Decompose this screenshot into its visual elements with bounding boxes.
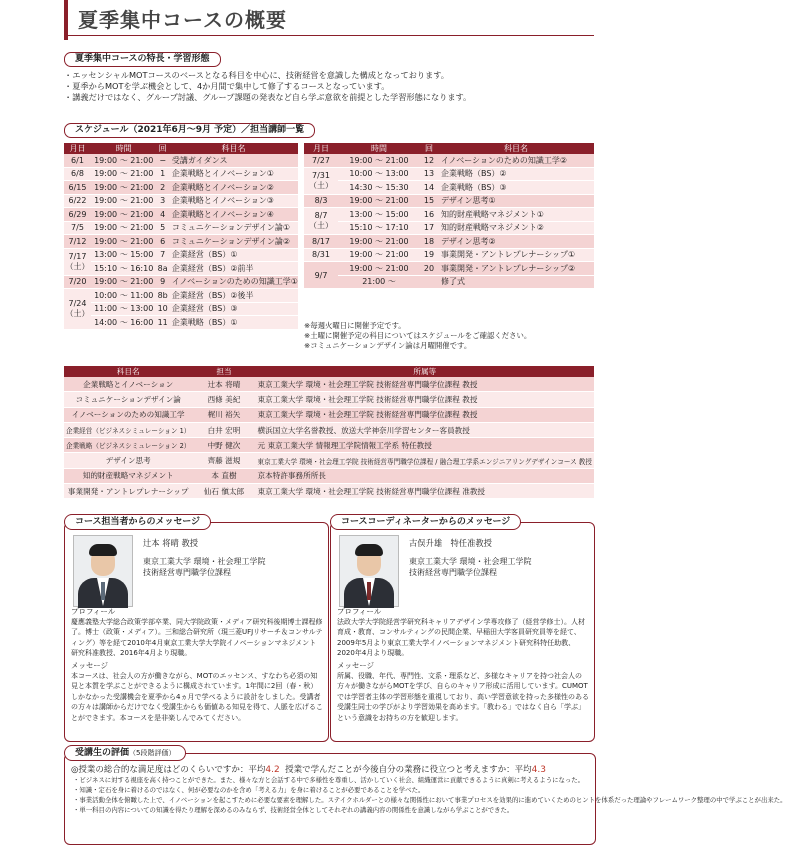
person-name: 辻本 将晴 教授 [143,538,199,548]
schedule-number: 11 [156,316,169,330]
schedule-number: 17 [420,221,438,235]
evaluation-comment: ・ビジネスに対する視座を高く持つことができた。また、様々な方と会話する中で多様性を尊重し、活かしていく社会、組織運営に貢献できるように真剣に考えるようになった。 [73,776,585,784]
message-box-course-lead [64,517,329,742]
schedule-number: − [156,154,169,167]
col-subject: 科目名 [169,143,298,154]
schedule-date: 7/5 [64,221,91,235]
schedule-date: 6/29 [64,208,91,222]
schedule-row [64,208,298,222]
instructor-affiliation: 元 東京工業大学 情報理工学院情報工学系 特任教授 [256,438,594,453]
schedule-date: 6/15 [64,181,91,195]
col-date: 月日 [304,143,338,154]
schedule-table-left [64,143,298,330]
person-name: 古俣升雄 特任准教授 [409,538,492,548]
schedule-row [64,154,298,167]
schedule-subject: 事業開発・アントレプレナーシップ① [438,248,594,262]
col-time: 時間 [91,143,156,154]
schedule-time: 10:00 〜 11:00 [91,289,156,303]
schedule-date: 7/24 （土） [64,289,91,330]
schedule-date: 6/8 [64,167,91,181]
schedule-row [64,316,298,330]
profile-label: プロフィール [71,607,116,616]
schedule-row [304,248,594,262]
schedule-row [304,221,594,235]
page-title: 夏季集中コースの概要 [78,8,287,32]
message-text: 所属、役職、年代、専門性、文系・理系など、多様なキャリアを持つ社会人の方々が働きながらMOTを学び、自らのキャリア形成に活用しています。CUMOTでは学習者主体の学習形態を重視しており、高い学習意欲を持った多様性のある受講生同士の学びがより学習効果を高めます。「教わる」ではなく自ら「学ぶ」という意識をお持ちの方を歓迎します。 [337,672,589,722]
instructor-name: 西條 美紀 [192,392,255,407]
schedule-number: 9 [156,275,169,289]
schedule-time: 19:00 〜 21:00 [338,154,420,167]
schedule-date: 7/27 [304,154,338,167]
person-affiliation [409,556,532,578]
schedule-time: 14:30 〜 15:30 [338,181,420,195]
schedule-subject: 企業戦略とイノベーション② [169,181,298,195]
instructor-name: 梶川 裕矢 [192,407,255,422]
q2-score: 4.3 [531,765,546,775]
instructor-name: 辻本 将晴 [192,377,255,392]
schedule-subject: 企業戦略（BS）① [169,316,298,330]
schedule-number: 10 [156,302,169,316]
instructor-row [64,438,594,453]
schedule-time: 10:00 〜 13:00 [338,167,420,181]
schedule-time: 11:00 〜 13:00 [91,302,156,316]
evaluation-comments [73,776,787,816]
schedule-time: 19:00 〜 21:00 [91,194,156,208]
schedule-subject: 企業戦略とイノベーション③ [169,194,298,208]
schedule-subject: 知的財産戦略マネジメント② [438,221,594,235]
schedule-row [64,194,298,208]
message-box-coordinator [330,517,595,742]
schedule-number: 1 [156,167,169,181]
feature-bullet: ・エッセンシャルMOTコースのベースとなる科目を中心に、技術経営を意識した構成となっております。 [64,70,449,80]
instructor-name: 仙石 愼太郎 [192,484,255,499]
feature-bullet: ・夏季からMOTを学ぶ機会として、4か月間で集中して修了するコースとなっています。 [64,81,390,91]
evaluation-heading [64,745,186,761]
schedule-row [304,194,594,208]
evaluation-comment: ・知識・定石を身に着けるのではなく、何が必要なのかを含め「考える力」を身に着けることが必要であることを学べた。 [73,785,425,794]
schedule-row [64,275,298,289]
schedule-subject: 企業経営（BS）① [169,248,298,262]
tie-shape [367,582,371,600]
schedule-subject: 知的財産戦略マネジメント① [438,208,594,222]
message-heading: コースコーディネーターからのメッセージ [330,514,521,530]
schedule-subject: デザイン思考② [438,235,594,249]
profile-text: 法政大学大学院経営学研究科キャリアデザイン学専攻修了（経営学修士）。人材育成・教育、コンサルティングの民間企業、早稲田大学客員研究員等を経て、2009年5月より東京工業大学イノベーションマネジメント研究科特任助教、2020年4月より現職。 [337,618,586,658]
schedule-number [420,275,438,289]
schedule-number: 14 [420,181,438,195]
schedule-subject: イノベーションのための知識工学② [438,154,594,167]
message-label: メッセージ [71,661,109,670]
evaluation-box [64,748,787,845]
evaluation-comment: ・事業活動全体を俯瞰した上で、イノベーションを起こすために必要な要素を理解した。ステイクホルダーとの様々な関係性において事業プロセスを効果的に進めていくためのヒントを体系だった理論やフレームワーク整理の中で学ぶことが出来た。 [73,795,787,804]
feature-bullet: ・講義だけではなく、グループ討議、グループ課題の発表など自ら学ぶ意欲を前提とした学習形態になります。 [64,92,472,102]
hair-shape [89,544,117,556]
schedule-subject: 修了式 [438,275,594,289]
schedule-number: 18 [420,235,438,249]
schedule-date: 7/20 [64,275,91,289]
schedule-time: 15:10 〜 16:10 [91,262,156,276]
schedule-number: 20 [420,262,438,276]
schedule-row [64,248,298,262]
schedule-time: 19:00 〜 21:00 [91,167,156,181]
affiliation-line: 東京工業大学 環境・社会理工学院 [143,557,266,566]
schedule-row [64,221,298,235]
instructor-affiliation: 東京工業大学 環境・社会理工学院 技術経営専門職学位課程 教授 [256,392,594,407]
schedule-note: ※土曜に開催予定の科目についてはスケジュールをご確認ください。 [304,331,532,340]
col-time: 時間 [338,143,420,154]
evaluation-scale-note: （5段階評価） [129,749,176,757]
schedule-subject: 企業経営（BS）②前半 [169,262,298,276]
tie-shape [101,582,105,600]
profile-label: プロフィール [337,607,382,616]
person-affiliation [143,556,266,578]
schedule-number: 12 [420,154,438,167]
instructor-row [64,453,594,468]
schedule-row [304,181,594,195]
schedule-time: 13:00 〜 15:00 [91,248,156,262]
schedule-row [64,181,298,195]
col-date: 月日 [64,143,91,154]
instructor-subject: 事業開発・アントレプレナーシップ [64,484,192,499]
schedule-number: 19 [420,248,438,262]
schedule-number: 16 [420,208,438,222]
instructor-subject: デザイン思考 [64,453,192,468]
q1-score: 4.2 [265,765,280,775]
schedule-subject: 企業戦略（BS）③ [438,181,594,195]
schedule-time: 19:00 〜 21:00 [91,275,156,289]
schedule-subject: コミュニケーションデザイン論② [169,235,298,249]
message-label: メッセージ [337,661,375,670]
message-heading: コース担当者からのメッセージ [64,514,211,530]
schedule-time: 21:00 〜 [338,275,420,289]
schedule-table-right [304,143,594,289]
features-heading: 夏季集中コースの特長・学習形態 [64,52,221,67]
q2-label: 授業で学んだことが今後自分の業務に役立つと考えますか：平均 [285,765,532,775]
schedule-subject: 事業開発・アントレプレナーシップ② [438,262,594,276]
instructor-affiliation: 東京工業大学 環境・社会理工学院 技術経営専門職学位課程 教授 [256,407,594,422]
schedule-subject: 企業戦略とイノベーション① [169,167,298,181]
col-subject: 科目名 [64,366,192,377]
schedule-date: 6/1 [64,154,91,167]
instructor-subject: 知的財産戦略マネジメント [64,468,192,483]
instructor-row [64,377,594,392]
schedule-date: 8/31 [304,248,338,262]
evaluation-scores [71,763,546,775]
schedule-number: 6 [156,235,169,249]
affiliation-line: 東京工業大学 環境・社会理工学院 [409,557,532,566]
schedule-number: 15 [420,194,438,208]
schedule-heading: スケジュール（2021年6月〜9月 予定）／担当講師一覧 [64,123,315,138]
schedule-number: 4 [156,208,169,222]
schedule-subject: 企業経営（BS）③ [169,302,298,316]
instructor-name: 中野 健次 [192,438,255,453]
schedule-row [304,208,594,222]
title-rule [68,35,594,36]
schedule-number: 13 [420,167,438,181]
instructor-row [64,422,594,437]
schedule-subject: 企業戦略（BS）② [438,167,594,181]
instructor-row [64,407,594,422]
schedule-subject: 企業経営（BS）②後半 [169,289,298,303]
schedule-date: 9/7 [304,262,338,289]
schedule-number: 7 [156,248,169,262]
schedule-row [304,167,594,181]
instructor-subject: 企業戦略（ビジネスシミュレーション 2） [64,438,192,453]
instructor-affiliation: 京本特許事務所所長 [256,468,594,483]
schedule-note: ※コミュニケーションデザイン論は月曜開催です。 [304,341,472,350]
schedule-date: 7/31 （土） [304,167,338,194]
schedule-time: 19:00 〜 21:00 [91,221,156,235]
schedule-row [64,167,298,181]
schedule-row [304,154,594,167]
schedule-time: 19:00 〜 21:00 [338,262,420,276]
schedule-subject: コミュニケーションデザイン論① [169,221,298,235]
instructor-name: 齊藤 滋規 [192,453,255,468]
hair-shape [355,544,383,556]
schedule-date: 8/3 [304,194,338,208]
instructor-name: 本 直樹 [192,468,255,483]
schedule-row [304,235,594,249]
col-no: 回 [156,143,169,154]
instructor-row [64,484,594,499]
schedule-subject: イノベーションのための知識工学① [169,275,298,289]
schedule-row [304,275,594,289]
schedule-notes [304,321,594,351]
schedule-row [64,235,298,249]
schedule-date: 8/7 （土） [304,208,338,235]
schedule-time: 19:00 〜 21:00 [91,235,156,249]
col-subject: 科目名 [438,143,594,154]
instructor-subject: 企業経営（ビジネスシミュレーション 1） [64,422,192,437]
schedule-subject: 企業戦略とイノベーション④ [169,208,298,222]
instructor-affiliation: 東京工業大学 環境・社会理工学院 技術経営専門職学位課程 准教授 [256,484,594,499]
features-bullets [64,70,594,103]
message-text: 本コースは、社会人の方が働きながら、MOTのエッセンス、すなわち必須の知見と本質を学ぶことができるように構成されています。1年間に2回（春・秋）しかなかった受講機会を夏季から4ヵ月で学べるように設計をしました。受講者の方々は講師からだけでなく受講生からも価値ある知見を得て、人脈を広げることができます。本コースを是非楽しんでみてください。 [71,672,323,722]
page-title-block [64,0,604,40]
evaluation-title: 受講生の評価 [75,748,130,758]
instructor-row [64,468,594,483]
schedule-row [64,262,298,276]
instructor-affiliation: 横浜国立大学名誉教授、放送大学神奈川学習センター客員教授 [256,422,594,437]
schedule-number: 5 [156,221,169,235]
schedule-time: 19:00 〜 21:00 [338,235,420,249]
instructor-row [64,392,594,407]
q1-label: ◎授業の総合的な満足度はどのくらいですか：平均 [71,765,266,775]
schedule-time: 15:10 〜 17:10 [338,221,420,235]
schedule-subject: 受講ガイダンス [169,154,298,167]
instructor-name: 白井 宏明 [192,422,255,437]
schedule-row [64,302,298,316]
schedule-date: 8/17 [304,235,338,249]
schedule-time: 19:00 〜 21:00 [91,154,156,167]
schedule-note: ※毎週火曜日に開催予定です。 [304,321,406,330]
schedule-subject: デザイン思考① [438,194,594,208]
portrait-photo [73,535,133,607]
schedule-time: 19:00 〜 21:00 [91,181,156,195]
schedule-time: 19:00 〜 21:00 [91,208,156,222]
instructor-subject: 企業戦略とイノベーション [64,377,192,392]
schedule-date: 7/17 （土） [64,248,91,275]
affiliation-line: 技術経営専門職学位課程 [409,568,497,577]
schedule-time: 14:00 〜 16:00 [91,316,156,330]
col-instructor: 担当 [192,366,255,377]
profile-text: 慶應義塾大学総合政策学部卒業、同大学院政策・メディア研究科後期博士課程修了。博士（政策・メディア）。三和総合研究所（現三菱UFJリサーチ＆コンサルティング）等を経て2010年4月東京工業大学大学院イノベーションマネジメント研究科准教授、2016年4月より現職。 [71,618,323,658]
schedule-date: 6/22 [64,194,91,208]
schedule-number: 8b [156,289,169,303]
instructor-subject: コミュニケーションデザイン論 [64,392,192,407]
evaluation-comment: ・単一科目の内容についての知識を得たり理解を深めるのみならず、技術経営全体としてそれぞれの講義内容の関係性を意識しながら学ぶことができた。 [73,805,514,814]
schedule-time: 19:00 〜 21:00 [338,248,420,262]
schedule-number: 8a [156,262,169,276]
schedule-time: 13:00 〜 15:00 [338,208,420,222]
schedule-number: 2 [156,181,169,195]
instructor-table [64,366,594,499]
affiliation-line: 技術経営専門職学位課程 [143,568,231,577]
schedule-time: 19:00 〜 21:00 [338,194,420,208]
instructor-affiliation: 東京工業大学 環境・社会理工学院 技術経営専門職学位課程 教授 [256,377,594,392]
schedule-number: 3 [156,194,169,208]
instructor-affiliation: 東京工業大学 環境・社会理工学院 技術経営専門職学位課程 / 融合理工学系エンジニアリングデザインコース 教授 [256,453,594,468]
col-affiliation: 所属等 [256,366,594,377]
schedule-row [64,289,298,303]
schedule-row [304,262,594,276]
instructor-subject: イノベーションのための知識工学 [64,407,192,422]
col-no: 回 [420,143,438,154]
schedule-date: 7/12 [64,235,91,249]
portrait-photo [339,535,399,607]
